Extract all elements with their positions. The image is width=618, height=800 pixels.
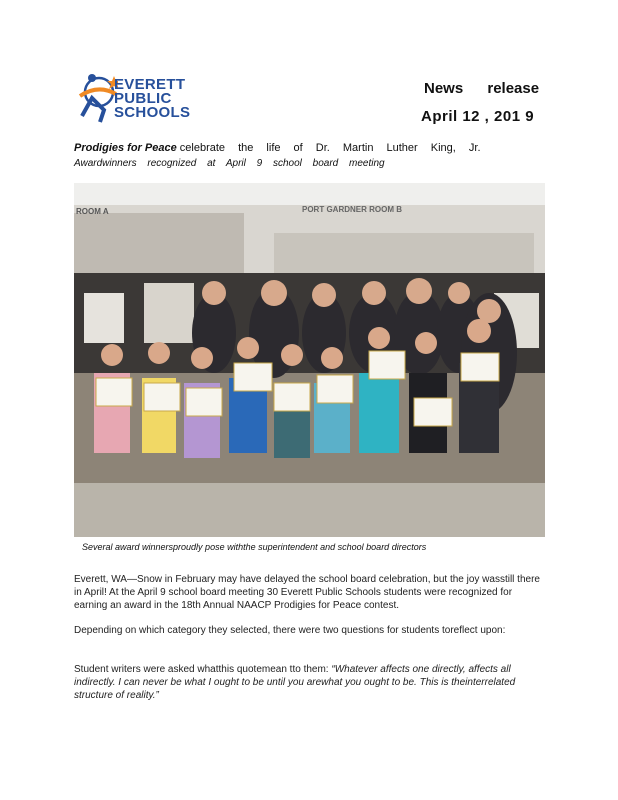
headline [74, 142, 544, 154]
logo-text [114, 78, 190, 120]
logo-line-3: SCHOOLS [114, 104, 191, 121]
release-date: April 12 , 201 9 [421, 108, 535, 125]
body-paragraph-3 [74, 663, 544, 702]
body-paragraph-2: Depending on which category they selected, there were two questions for students toreflect upon: [74, 625, 506, 636]
news-release-label: News release [424, 80, 540, 97]
subheadline: Awardwinners recognized at April 9 school board meeting [74, 158, 385, 169]
logo-line-2: PUBLIC [114, 90, 172, 107]
photo-room-label-left: ROOM A [76, 207, 109, 216]
headline-rest: celebrate the life of Dr. Martin Luther King, Jr. [179, 142, 481, 154]
everett-public-schools-logo [78, 72, 213, 127]
headline-emphasis: Prodigies for Peace [74, 142, 177, 154]
logo-figure-icon [78, 72, 118, 124]
quote-intro: Student writers were asked whatthis quotemean tto them: [74, 664, 329, 675]
mlk-quote: “Whatever affects one directly, affects all indirectly. I can never be what I ought to be until you arewhat you ought to be. This is theinterrelated structure of reality.” [74, 664, 516, 701]
photo-room-label-right: PORT GARDNER ROOM B [302, 205, 402, 214]
photo-caption: Several award winnersproudly pose withthe superintendent and school board directors [82, 542, 427, 552]
body-paragraph-1: Everett, WA—Snow in February may have delayed the school board celebration, but the joy wasstill there in April! At the April 9 school board meeting 30 Everett Public Schools students were recognized for earning an award in the 18th Annual NAACP Prodigies for Peace contest. [74, 574, 540, 611]
group-photo [74, 183, 545, 537]
logo-line-1: EVERETT [114, 76, 186, 93]
group-photo-illustration [74, 183, 545, 537]
